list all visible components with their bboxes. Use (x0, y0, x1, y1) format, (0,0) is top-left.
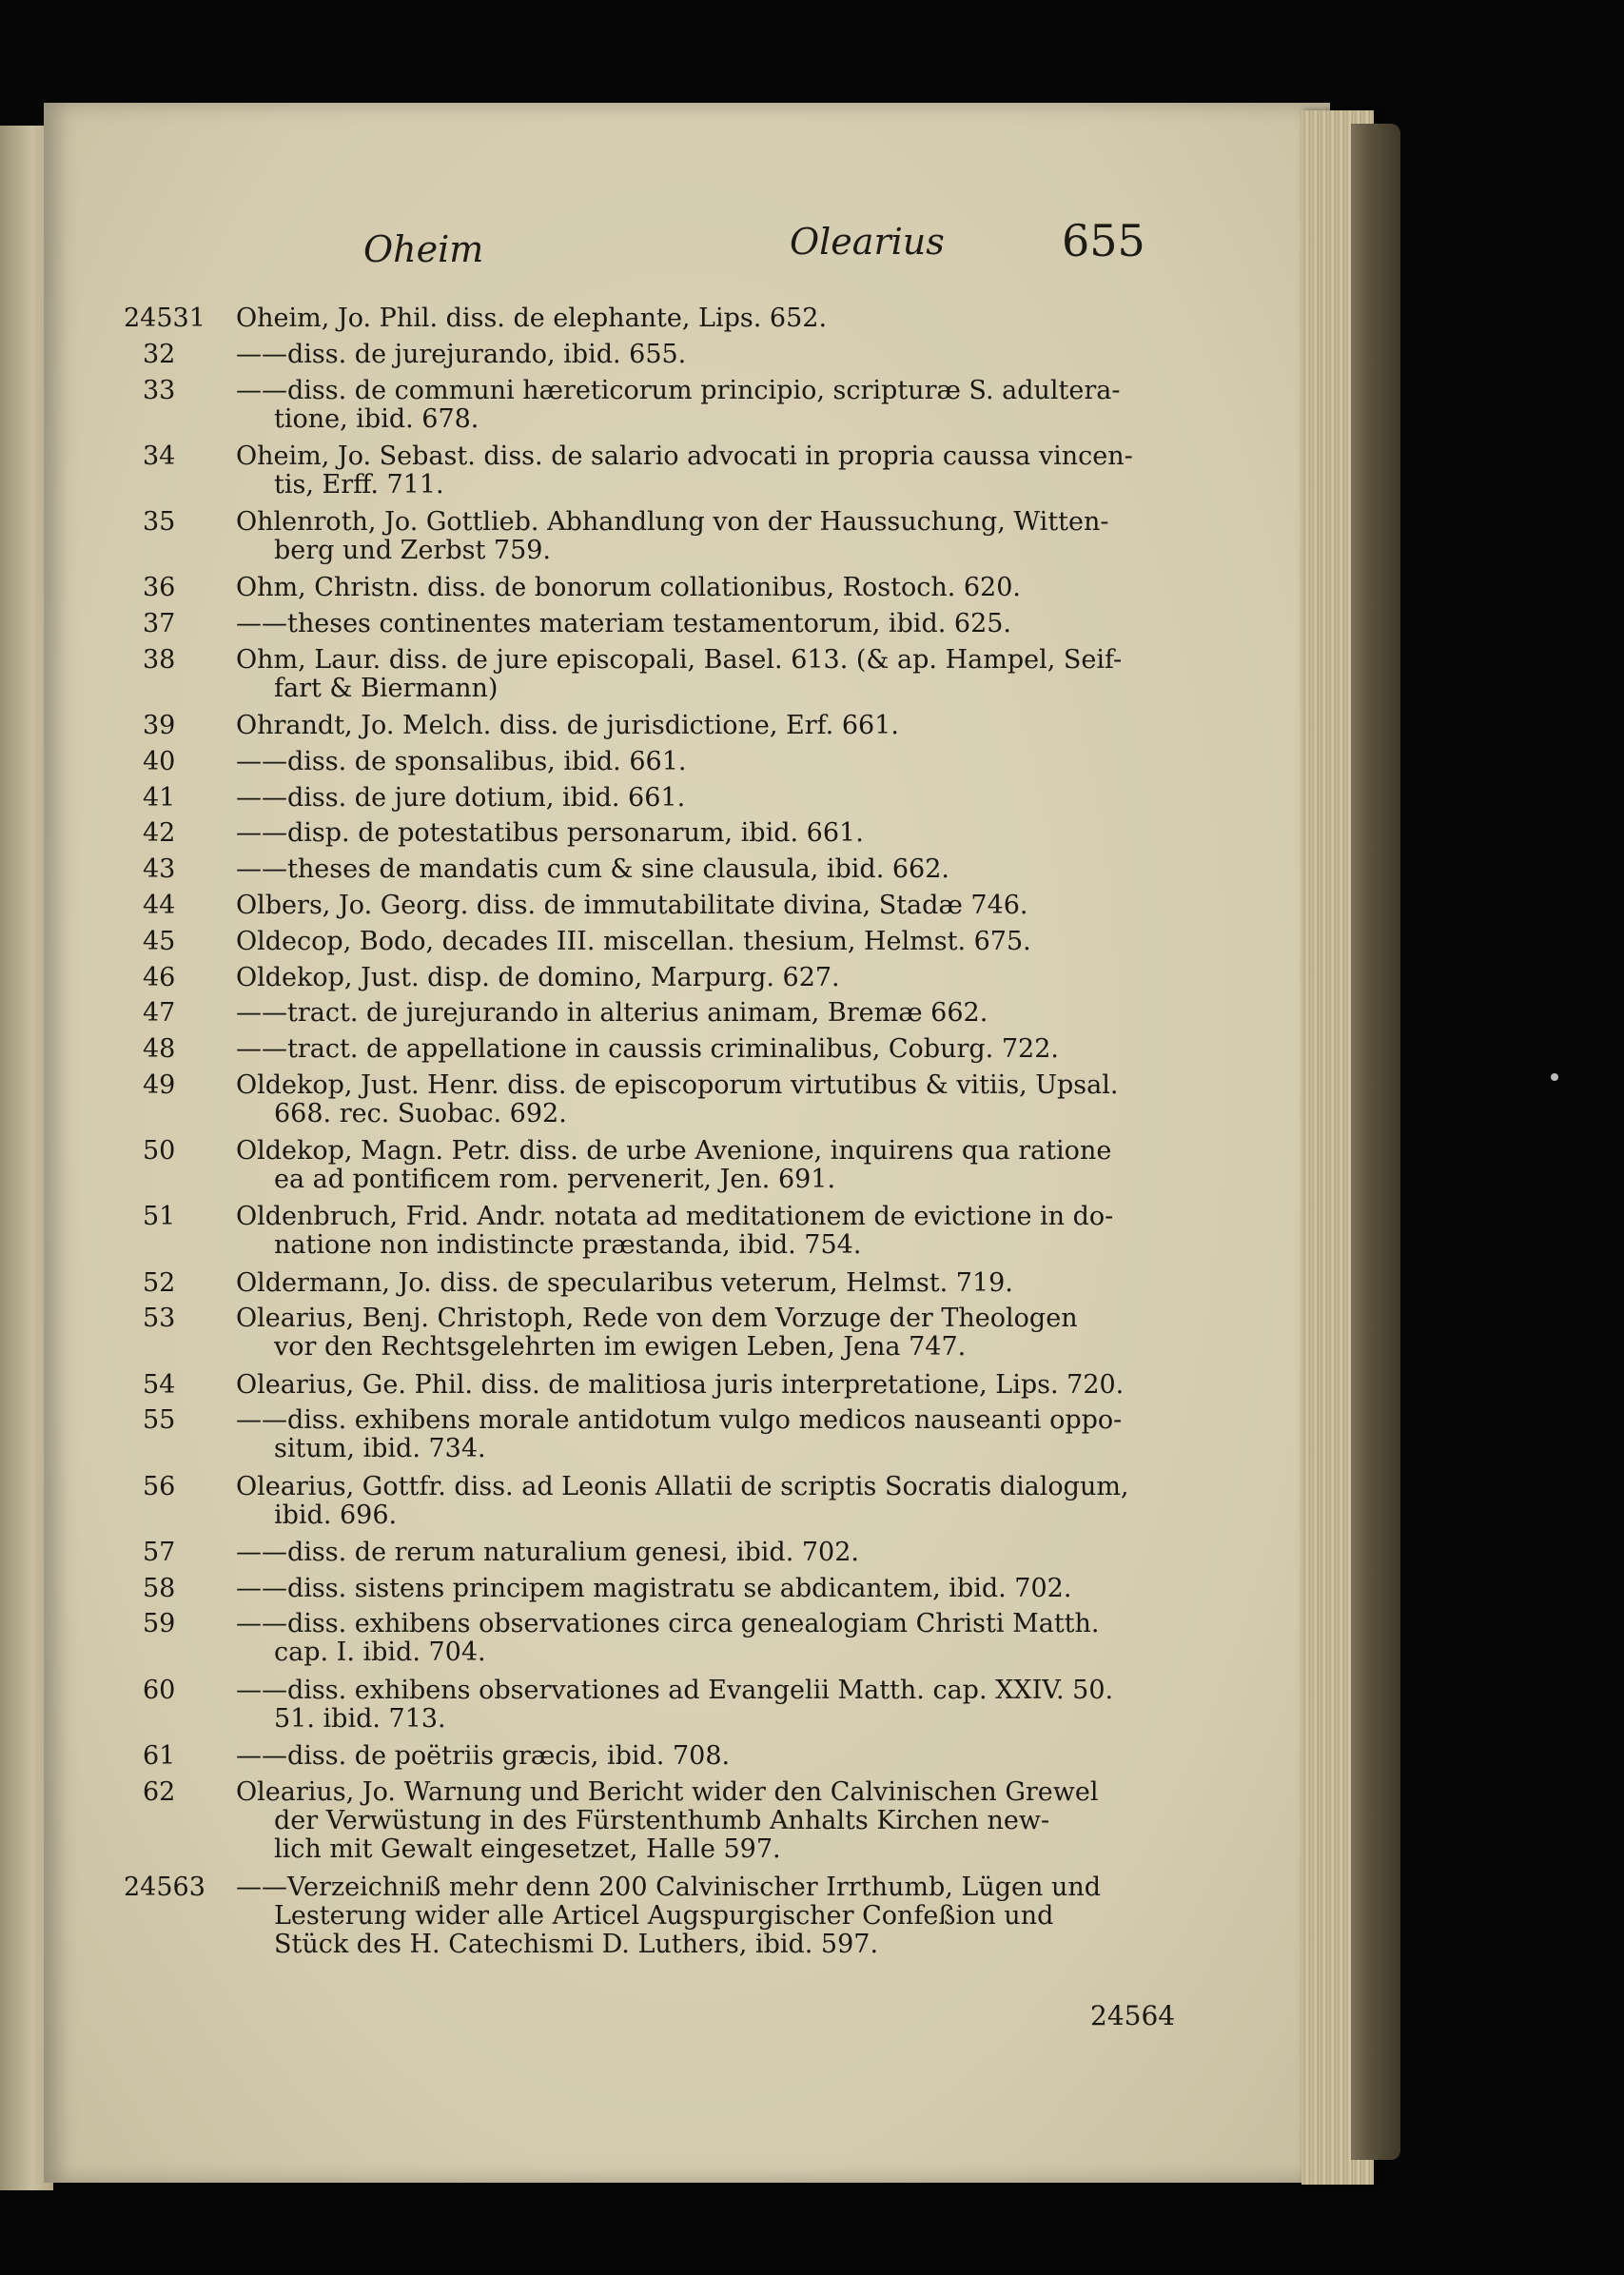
entry-line: situm, ibid. 734. (274, 1434, 486, 1464)
entry-text (236, 892, 1187, 920)
entry-text (236, 442, 1187, 500)
entry-number: 36 (143, 573, 176, 603)
entry-text (236, 304, 1187, 333)
entry-number: 38 (143, 644, 176, 675)
entry-text (236, 748, 1187, 776)
entry-line: ——Verzeichniß mehr denn 200 Calvinischer Irrthumb, Lügen und (236, 1873, 1102, 1903)
entry-line: ——diss. de poëtriis græcis, ibid. 708. (236, 1740, 731, 1771)
entry-number: 56 (143, 1471, 176, 1501)
entry-number: 39 (143, 711, 176, 740)
entry-number: 44 (143, 891, 176, 920)
entry-text (236, 1137, 1187, 1194)
catchword: 24564 (1090, 2000, 1176, 2031)
entry-line: Oldekop, Magn. Petr. diss. de urbe Avenione, inquirens qua ratione (236, 1136, 1112, 1167)
entry-number: 60 (143, 1675, 176, 1705)
entry-number: 50 (143, 1136, 176, 1167)
entry-number: 45 (143, 926, 176, 956)
entry-line: ——diss. de jure dotium, ibid. 661. (236, 782, 686, 813)
entry-text (236, 1539, 1187, 1567)
entry-number: 35 (143, 507, 176, 537)
entry-number: 32 (143, 339, 176, 369)
entry-number: 62 (143, 1776, 176, 1807)
entry-text (236, 964, 1187, 992)
entry-text (236, 819, 1187, 848)
entry-line: Ohlenroth, Jo. Gottlieb. Abhandlung von der Haussuchung, Witten- (236, 507, 1109, 537)
entry-text (236, 1575, 1187, 1603)
entry-number: 49 (143, 1070, 176, 1100)
entry-line: Oldecop, Bodo, decades III. miscellan. thesium, Helmst. 675. (236, 926, 1031, 956)
entry-line: ——diss. de communi hæreticorum principio, scripturæ S. adultera- (236, 375, 1121, 405)
entry-line: Oldekop, Just. Henr. diss. de episcoporum virtutibus & vitiis, Upsal. (236, 1070, 1119, 1100)
entry-line: vor den Rechtsgelehrten im ewigen Leben, Jena 747. (274, 1332, 967, 1363)
entry-number: 24563 (124, 1873, 205, 1903)
entry-line: Oldenbruch, Frid. Andr. notata ad meditationem de evictione in do- (236, 1202, 1114, 1232)
entry-text (236, 1742, 1187, 1771)
entry-text (236, 341, 1187, 369)
entry-line: ea ad pontificem rom. pervenerit, Jen. 691. (274, 1165, 836, 1195)
entry-number: 61 (143, 1740, 176, 1771)
entry-number: 43 (143, 854, 176, 885)
entry-number: 24531 (124, 304, 205, 333)
entry-line: tione, ibid. 678. (274, 403, 479, 434)
entry-line: Olearius, Gottfr. diss. ad Leonis Allatii de scriptis Socratis dialogum, (236, 1471, 1129, 1501)
entry-number: 51 (143, 1202, 176, 1232)
entry-line: ——disp. de potestatibus personarum, ibid. 661. (236, 818, 864, 849)
entry-text (236, 1406, 1187, 1463)
entry-number: 40 (143, 746, 176, 776)
entry-text (236, 508, 1187, 565)
entry-text (236, 855, 1187, 884)
entry-number: 41 (143, 782, 176, 813)
entry-line: Olearius, Benj. Christoph, Rede von dem Vorzuge der Theologen (236, 1304, 1078, 1334)
entry-line: Oheim, Jo. Phil. diss. de elephante, Lips. 652. (236, 304, 828, 333)
entry-line: fart & Biermann) (274, 673, 499, 703)
entry-text (236, 999, 1187, 1028)
entry-number: 59 (143, 1609, 176, 1639)
entry-number: 42 (143, 818, 176, 849)
entry-text (236, 574, 1187, 602)
entry-number: 58 (143, 1573, 176, 1603)
entry-line: ——theses de mandatis cum & sine clausula, ibid. 662. (236, 854, 949, 885)
entry-text (236, 377, 1187, 434)
entry-line: natione non indistincte præstanda, ibid. 754. (274, 1230, 862, 1261)
entry-number: 47 (143, 998, 176, 1029)
entry-text (236, 784, 1187, 813)
entry-text (236, 1203, 1187, 1260)
entry-text (236, 1778, 1187, 1864)
entry-line: cap. I. ibid. 704. (274, 1638, 486, 1668)
entry-text (236, 712, 1187, 740)
entry-line: Stück des H. Catechismi D. Luthers, ibid. 597. (274, 1930, 879, 1960)
entry-text (236, 1371, 1187, 1400)
entry-line: ——theses continentes materiam testamentorum, ibid. 625. (236, 609, 1012, 638)
entry-line: Lesterung wider alle Articel Augspurgischer Confeßion und (274, 1901, 1054, 1932)
entry-text (236, 646, 1187, 703)
entry-line: Ohm, Laur. diss. de jure episcopali, Basel. 613. (& ap. Hampel, Seif- (236, 644, 1123, 675)
entry-number: 54 (143, 1369, 176, 1400)
entry-line: Oheim, Jo. Sebast. diss. de salario advocati in propria caussa vincen- (236, 441, 1133, 471)
entry-number: 34 (143, 441, 176, 471)
entry-line: ibid. 696. (274, 1500, 398, 1530)
entry-text (236, 1610, 1187, 1667)
entry-line: ——diss. de rerum naturalium genesi, ibid. 702. (236, 1537, 859, 1567)
entry-line: tis, Erff. 711. (274, 469, 444, 500)
entry-line: Ohm, Christn. diss. de bonorum collationibus, Rostoch. 620. (236, 573, 1021, 603)
entry-line: Olbers, Jo. Georg. diss. de immutabilitate divina, Stadæ 746. (236, 891, 1028, 920)
running-head-left: Oheim (363, 228, 484, 270)
entry-number: 48 (143, 1034, 176, 1065)
entry-line: Olearius, Ge. Phil. diss. de malitiosa juris interpretatione, Lips. 720. (236, 1369, 1125, 1400)
entry-number: 53 (143, 1304, 176, 1334)
entry-number: 52 (143, 1267, 176, 1298)
running-head-center: Olearius (790, 221, 945, 263)
entry-number: 46 (143, 962, 176, 992)
entry-line: Oldermann, Jo. diss. de specularibus veterum, Helmst. 719. (236, 1267, 1013, 1298)
entry-line: 51. ibid. 713. (274, 1703, 446, 1734)
entry-line: Ohrandt, Jo. Melch. diss. de jurisdictione, Erf. 661. (236, 711, 899, 740)
entry-line: Oldekop, Just. disp. de domino, Marpurg. 627. (236, 962, 840, 992)
entry-text (236, 1071, 1187, 1128)
entry-text (236, 1473, 1187, 1530)
entry-line: ——diss. de jurejurando, ibid. 655. (236, 339, 687, 369)
entry-line: ——diss. sistens principem magistratu se abdicantem, ibid. 702. (236, 1573, 1072, 1603)
entry-text (236, 1269, 1187, 1298)
entry-text (236, 1677, 1187, 1734)
entry-line: Olearius, Jo. Warnung und Bericht wider den Calvinischen Grewel (236, 1776, 1099, 1807)
entry-line: ——diss. exhibens observationes ad Evangelii Matth. cap. XXIV. 50. (236, 1675, 1114, 1705)
entry-text (236, 1873, 1187, 1959)
entry-line: ——tract. de jurejurando in alterius animam, Bremæ 662. (236, 998, 988, 1029)
entry-number: 33 (143, 375, 176, 405)
dust-speck (1551, 1073, 1558, 1081)
book-binding (1351, 124, 1400, 2160)
page-number: 655 (1062, 215, 1145, 266)
entry-number: 55 (143, 1405, 176, 1436)
entry-line: lich mit Gewalt eingesetzet, Halle 597. (274, 1834, 781, 1864)
entry-line: der Verwüstung in des Fürstenthumb Anhalts Kirchen new- (274, 1805, 1050, 1835)
entry-text (236, 610, 1187, 638)
entry-line: ——tract. de appellatione in caussis criminalibus, Coburg. 722. (236, 1034, 1059, 1065)
entry-line: 668. rec. Suobac. 692. (274, 1099, 567, 1128)
entry-line: ——diss. de sponsalibus, ibid. 661. (236, 746, 687, 776)
entry-text (236, 928, 1187, 956)
entry-line: berg und Zerbst 759. (274, 536, 552, 565)
entry-line: ——diss. exhibens observationes circa genealogiam Christi Matth. (236, 1609, 1100, 1639)
entry-text (236, 1035, 1187, 1064)
entry-line: ——diss. exhibens morale antidotum vulgo medicos nauseanti oppo- (236, 1405, 1123, 1436)
entry-text (236, 1304, 1187, 1362)
entry-number: 57 (143, 1537, 176, 1567)
entry-number: 37 (143, 609, 176, 638)
